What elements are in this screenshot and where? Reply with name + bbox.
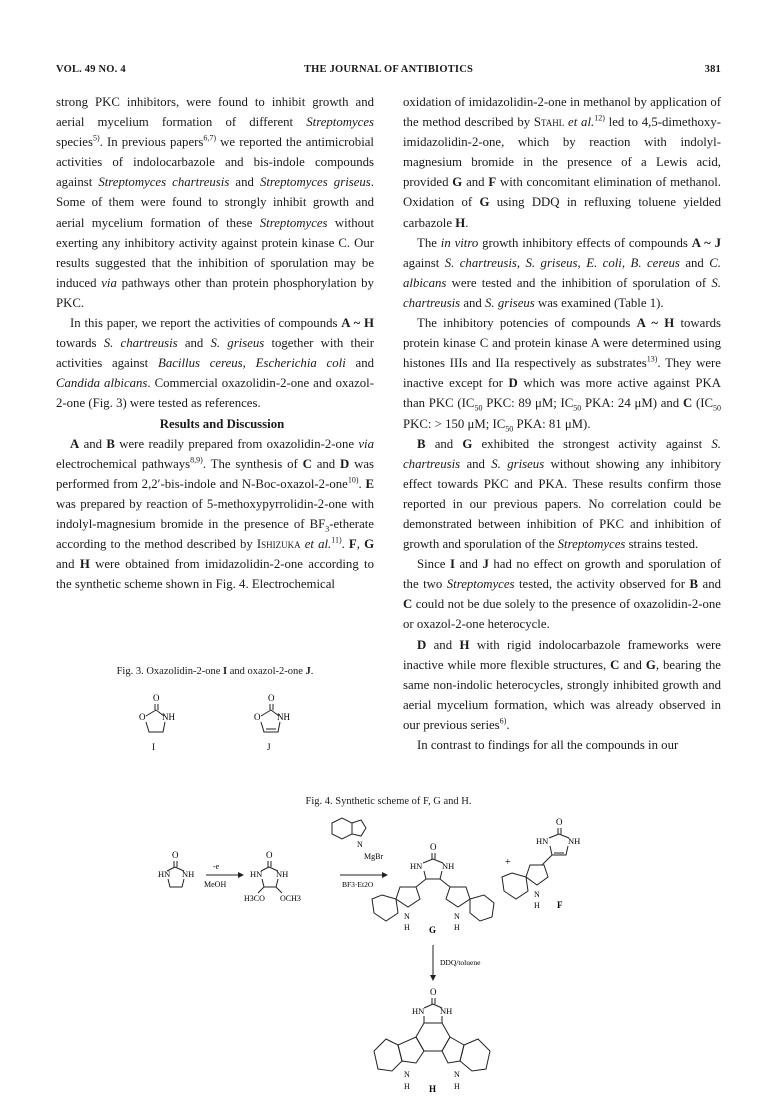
paragraph: Since I and J had no effect on growth and sporulation of the two Streptomyces tested, the activity observed for B and C could not be due solely to the presence of oxazolidin-2-one or oxazol-2-one heterocycle. [403, 557, 721, 632]
svg-text:H: H [404, 1082, 410, 1091]
page-number: 381 [704, 64, 721, 75]
structure-compound-g [372, 842, 494, 935]
svg-text:-e: -e [213, 862, 220, 871]
structure-imidazolidinone [158, 850, 194, 887]
svg-text:O: O [172, 850, 179, 860]
running-header [56, 64, 721, 80]
paragraph: A and B were readily prepared from oxazolidin-2-one via electrochemical pathways$^{8,9)}$. The synthesis of C and D was performed from 2,2′-bis-indole and N-Boc-oxazol-2-one$^{10)}$. E was prepared by reaction of 5-methoxypyrrolidin-2-one with indolyl-magnesium bromide in the presence of $BF_3$-etherate according to the method described by Ishizuka et al.$^{11)}$. F, G and H were obtained from imidazolidin-2-one according to the synthetic scheme shown in Fig. 4. Electrochemical [56, 436, 375, 592]
journal-title: THE JOURNAL OF ANTIBIOTICS [303, 64, 474, 75]
svg-text:HN: HN [250, 869, 263, 879]
structure-compound-h [374, 987, 490, 1094]
volume-number: VOL. 49 NO. 4 [56, 64, 126, 75]
svg-text:H: H [454, 923, 460, 932]
figure-3-caption: Fig. 3. Oxazolidin-2-one I and oxazol-2-one J. [116, 666, 314, 677]
structure-oxazolidinone [139, 693, 175, 752]
structure-compound-f [502, 817, 580, 910]
paragraph: D and H with rigid indolocarbazole frameworks were inactive while more flexible structures, C and G, bearing the same non-indolic heterocycles, strongly inhibited growth and aerial mycelium formation, which was already observed in our previous series$^{6)}$. [403, 637, 721, 732]
svg-text:N: N [534, 890, 540, 899]
svg-text:J: J [267, 742, 271, 752]
svg-text:H: H [454, 1082, 460, 1091]
reaction-arrow-grignard [340, 872, 388, 889]
section-heading: Results and Discussion [159, 416, 285, 431]
svg-text:H: H [534, 901, 540, 910]
figure-4-scheme [160, 815, 620, 1115]
reaction-arrow-electrochemical [204, 862, 244, 889]
svg-text:O: O [266, 850, 273, 860]
svg-text:I: I [152, 742, 155, 752]
paragraph: In this paper, we report the activities of compounds A ~ H towards S. chartreusis and S. griseus together with their activities against Bacillus cereus, Escherichia coli and Candida albicans. Commercial oxazolidin-2-one and oxazol-2-one (Fig. 3) were tested as references. [56, 316, 375, 411]
svg-text:O: O [254, 712, 261, 722]
svg-text:NH: NH [276, 869, 289, 879]
svg-text:H: H [429, 1084, 437, 1094]
svg-text:O: O [556, 817, 563, 827]
svg-text:N: N [454, 1070, 460, 1079]
svg-text:H: H [404, 923, 410, 932]
svg-text:O: O [153, 693, 160, 703]
svg-text:NH: NH [442, 861, 455, 871]
svg-text:HN: HN [536, 836, 549, 846]
svg-text:NH: NH [277, 712, 290, 722]
paragraph: The inhibitory potencies of compounds A ~ H towards protein kinase C and protein kinase A were determined using histones IIIs and IIa respectively as substrates$^{13)}$. They were inactive except for D which was more active against PKA than PKC ($IC_{50}$ PKC: 89 μM; $IC_{50}$ PKA: 24 μM) and C ($IC_{50}$ PKC: > 150 μM; $IC_{50}$ PKA: 81 μM). [403, 316, 722, 434]
svg-text:MgBr: MgBr [364, 852, 384, 861]
svg-text:MeOH: MeOH [204, 880, 227, 889]
figure-4-caption: Fig. 4. Synthetic scheme of F, G and H. [305, 796, 472, 807]
svg-text:NH: NH [182, 869, 195, 879]
svg-text:O: O [430, 987, 437, 997]
structure-dimethoxy-imidazolidinone [244, 850, 301, 903]
paragraph: oxidation of imidazolidin-2-one in methanol by application of the method described by Stahl et al.$^{12)}$ led to 4,5-dimethoxy-imidazolidin-2-one, which by reaction with indolyl-magnesium bromide in the presence of a Lewis acid, provided G and F with concomitant elimination of methanol. Oxidation of G using DDQ in refluxing toluene yielded carbazole H. [403, 95, 721, 230]
svg-text:F: F [557, 900, 563, 910]
svg-text:N: N [404, 1070, 410, 1079]
plus-sign: + [505, 857, 511, 868]
svg-text:NH: NH [568, 836, 581, 846]
paragraph: In contrast to findings for all the compounds in our [417, 738, 679, 752]
svg-text:HN: HN [412, 1006, 425, 1016]
svg-text:HN: HN [410, 861, 423, 871]
svg-text:O: O [268, 693, 275, 703]
paragraph: B and G exhibited the strongest activity against S. chartreusis and S. griseus without showing any inhibitory effect towards PKC and PKA. These results confirm those reported in our previous papers. No correlation could be demonstrated between inhibition of PKC and inhibition of growth and sporulation of the Streptomyces strains tested. [403, 436, 721, 552]
svg-text:N: N [357, 840, 363, 849]
left-column [56, 92, 374, 594]
structure-indolyl-magnesium-bromide [332, 818, 383, 861]
svg-text:N: N [404, 912, 410, 921]
right-column [403, 92, 721, 755]
structure-oxazolone [254, 693, 290, 752]
svg-text:G: G [429, 925, 437, 935]
svg-text:O: O [430, 842, 437, 852]
svg-text:N: N [454, 912, 460, 921]
svg-text:HN: HN [158, 869, 171, 879]
svg-text:O: O [139, 712, 146, 722]
svg-text:H3CO: H3CO [244, 894, 265, 903]
paragraph: The in vitro growth inhibitory effects of compounds A ~ J against S. chartreusis, S. griseus, E. coli, B. cereus and C. albicans were tested and the inhibition of sporulation of S. chartreusis and S. griseus was examined (Table 1). [403, 235, 722, 310]
svg-text:NH: NH [440, 1006, 453, 1016]
svg-text:DDQ/toluene: DDQ/toluene [440, 958, 481, 967]
paragraph: strong PKC inhibitors, were found to inhibit growth and aerial mycelium formation of different Streptomyces species$^{5)}$. In previous papers$^{6,7)}$ we reported the antimicrobial activities of indolocarbazole and bis-indole compounds against Streptomyces chartreusis and Streptomyces griseus. Some of them were found to strongly inhibit growth and aerial mycelium formation of these Streptomyces without exerting any inhibitory activity against protein kinase C. Our results suggested that the inhibition of sporulation may be induced via pathways other than protein phosphorylation by PKC. [56, 95, 375, 310]
svg-text:OCH3: OCH3 [280, 894, 301, 903]
figure-3-structures [130, 690, 310, 760]
reaction-arrow-oxidation [430, 945, 481, 981]
svg-text:BF3·Et2O: BF3·Et2O [342, 880, 374, 889]
svg-text:NH: NH [162, 712, 175, 722]
